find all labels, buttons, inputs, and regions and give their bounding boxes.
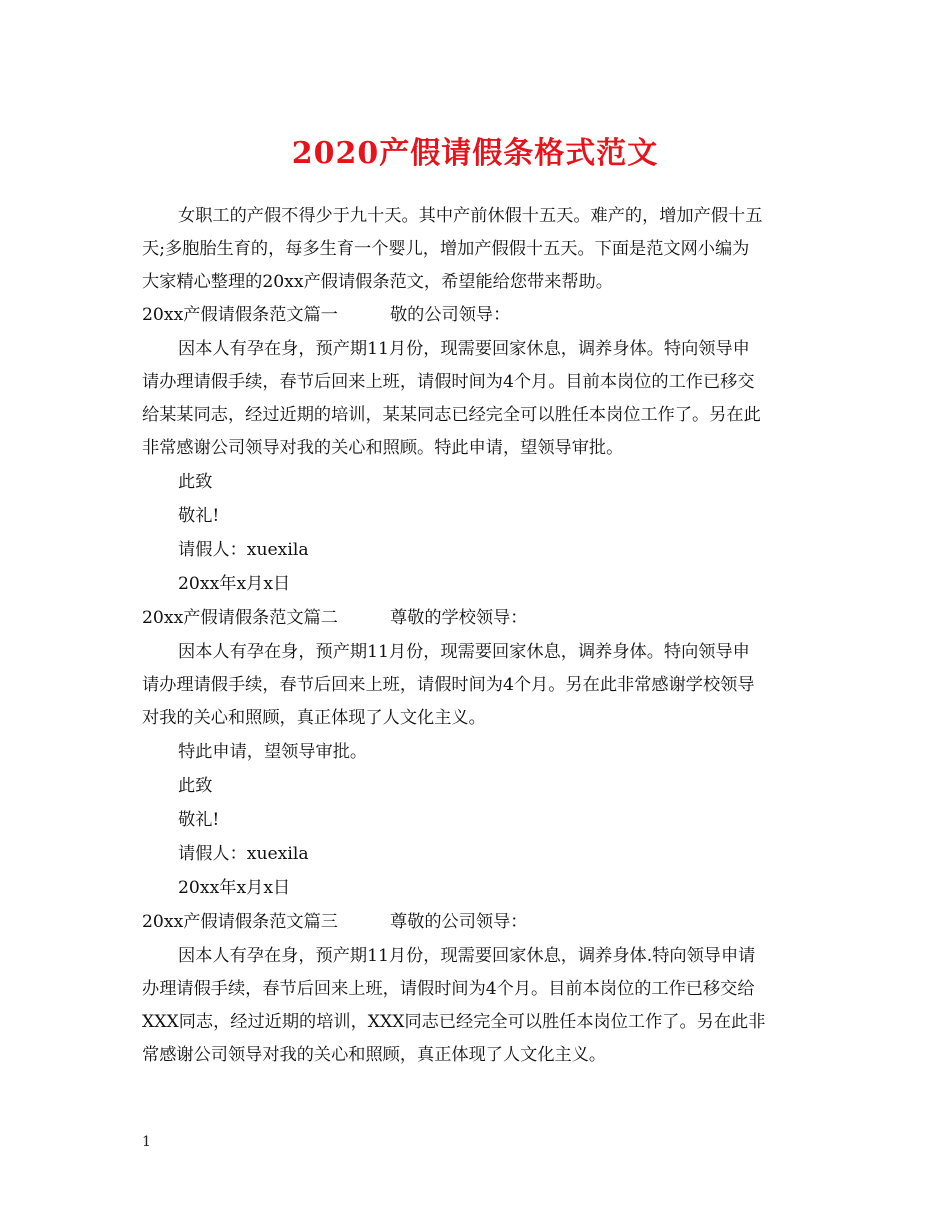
body-line: 非常感谢公司领导对我的关心和照顾。特此申请，望领导审批。 <box>142 438 624 458</box>
body-line: 办理请假手续，春节后回来上班，请假时间为4个月。目前本岗位的工作已移交给 <box>142 979 755 999</box>
body-line: 请办理请假手续，春节后回来上班，请假时间为4个月。另在此非常感谢学校领导 <box>142 675 755 695</box>
section-heading-3 <box>142 909 527 935</box>
section-heading-2 <box>142 605 527 631</box>
section-title: 20xx产假请假条范文篇一 <box>142 305 338 325</box>
body-line: 对我的关心和照顾，真正体现了人文化主义。 <box>142 708 486 728</box>
intro-line: 女职工的产假不得少于九十天。其中产前休假十五天。难产的，增加产假十五 <box>178 206 763 226</box>
body-line: 常感谢公司领导对我的关心和照顾，真正体现了人文化主义。 <box>142 1045 607 1065</box>
body-line: 因本人有孕在身，预产期11月份，现需要回家休息，调养身体。特向领导申 <box>178 339 750 359</box>
salutation: 尊敬的公司领导： <box>389 912 528 932</box>
closing-line: 此致 <box>178 776 213 796</box>
document-title: 2020产假请假条格式范文 <box>291 136 659 171</box>
closing-line: 此致 <box>178 472 213 492</box>
signer-line: 请假人：xuexila <box>178 844 309 864</box>
salutation: 尊敬的学校领导： <box>389 608 528 628</box>
section-heading-1 <box>142 302 510 328</box>
salutation: 敬的公司领导： <box>389 305 511 325</box>
date-line: 20xx年x月x日 <box>178 574 291 594</box>
closing-line: 敬礼! <box>178 810 220 830</box>
body-line: 因本人有孕在身，预产期11月份，现需要回家休息，调养身体.特向领导申请 <box>178 946 756 966</box>
body-line: XXX同志，经过近期的培训，XXX同志已经完全可以胜任本岗位工作了。另在此非 <box>142 1012 766 1032</box>
body-line: 请办理请假手续，春节后回来上班，请假时间为4个月。目前本岗位的工作已移交 <box>142 372 755 392</box>
section-title: 20xx产假请假条范文篇三 <box>142 912 338 932</box>
closing-line: 敬礼! <box>178 506 220 526</box>
request-line: 特此申请，望领导审批。 <box>178 742 368 762</box>
body-line: 因本人有孕在身，预产期11月份，现需要回家休息，调养身体。特向领导申 <box>178 642 750 662</box>
intro-line: 天;多胞胎生育的，每多生育一个婴儿，增加产假假十五天。下面是范文网小编为 <box>142 239 750 259</box>
signer-line: 请假人：xuexila <box>178 540 309 560</box>
page-number: 1 <box>142 1134 151 1150</box>
intro-line: 大家精心整理的20xx产假请假条范文，希望能给您带来帮助。 <box>142 272 613 292</box>
body-line: 给某某同志，经过近期的培训，某某同志已经完全可以胜任本岗位工作了。另在此 <box>142 405 761 425</box>
section-title: 20xx产假请假条范文篇二 <box>142 608 338 628</box>
date-line: 20xx年x月x日 <box>178 878 291 898</box>
